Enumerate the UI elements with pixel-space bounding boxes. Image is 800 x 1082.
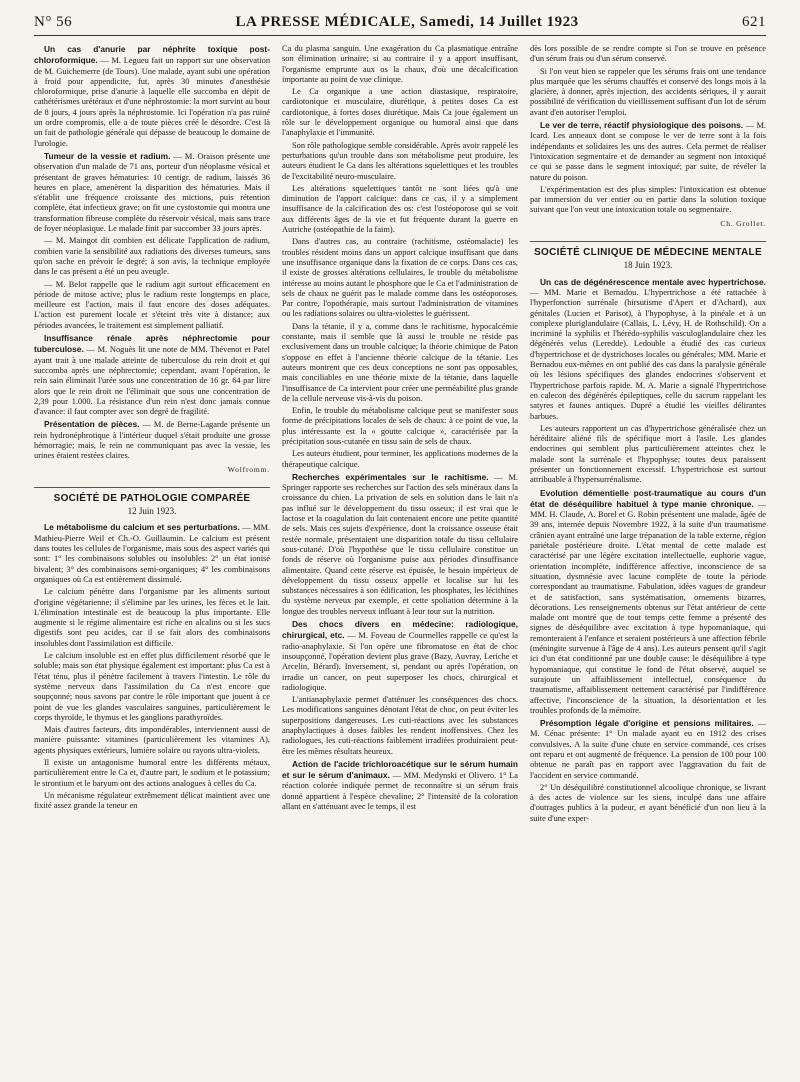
paragraph: Le calcium pénètre dans l'organisme par les aliments surtout d'origine végétarienne; il s'élimine par les urines, les fèces et le lait. L'élimination intestinale est de beaucoup la plus importante. Elle augmente si le régime alimentaire est riche en alcalins ou si les sucs digestifs sont peu acides, car il se fait alors des combinaisons insolubles dont l'assimilation est difficile. — [34, 587, 270, 648]
article-text: — M. Springer rapporte ses recherches sur l'action des sels minéraux dans la croissance du chien. La privation de sels en solution dans le lait n'a pas influé sur le développement du tissu osseux; il est vrai que le lactose et la coagulation du lait contenaient encore une petite quantité de sels. Mais ces sujets d'expérience, dont la croissance osseuse était restée normale, présentaient une disparition totale du tissu cellulaire sous-cutané. D'où l'hypothèse que le tissu cellulaire constitue un fonds de réserve où l'organisme puise aux périodes d'insuffisance alimentaire. Quand cette réserve est épuisée, le besoin impérieux de développement du tissu osseux appelle et localise sur lui les substances nécessaires à son édification, les phosphates, les lécithines du système nerveux par exemple, et cette spoliation détermine à la longue des troubles nerveux influant à leur tour sur la nutrition. — [282, 472, 518, 616]
article-text: — M. Cénac présente: 1° Un malade ayant eu en 1912 des crises convulsives. A la suite d'une chute en service commandé, ces crises ont reparu et ont augmenté de fréquence. La pension de 100 pour 100 obtenue ne paraît pas en rapport avec l'aggravation du fait de l'accident en service commandé. — [530, 719, 767, 780]
paragraph: Mais d'autres facteurs, dits impondérables, interviennent aussi de manière puissante: vitamines (particulièrement les vitamines A), agents physiques extérieurs, lumière solaire ou rayons ultra-violets. — [34, 725, 270, 755]
paragraph: Enfin, le trouble du métabolisme calcique peut se manifester sous forme de précipitations locales de sels de chaux: à ce point de vue, la plus intéressante est la « goutte calcique », caractérisée par la précipitation sous-cutanée en tissu sain de sels de chaux. — [282, 406, 518, 446]
column-3 — [530, 44, 766, 826]
paragraph: Si l'on veut bien se rappeler que les sérums frais ont une tendance plus marquée que les sérums chauffés et conservé des longs mois à la glacière, à donner, après injection, des accidents sériques, il y aurait possibilité de vérification du vieillissement suffisant d'un lot de sérum avant d'en autoriser l'emploi. — [530, 66, 766, 117]
article — [282, 472, 518, 617]
paragraph: Son rôle pathologique semble considérable. Après avoir rappelé les perturbations qu'un trouble dans son métabolisme peut produire, les auteurs étudient le Ca dans les altérations squelettiques et les troubles de l'excitabilité neuro-musculaire. — [282, 140, 518, 181]
article-text: — M. Oraison présente une observation d'un malade de 71 ans, porteur d'un néoplasme vésical et présentant de graves hématuries: 10 centigr. de radium, laissés 36 heures en place, amenèrent la disparition des hématuries. Mais il s'établit une fréquence croissante des mictions, puis rétention complète, état infectieux grave; on fit une cystostomie qui montra une transformation fibreuse complète du réservoir vésical, mais sans trace de foyer néoplasique. Le malade finit par succomber 33 jours après. — [34, 151, 271, 234]
article — [34, 419, 270, 461]
journal-title: LA PRESSE MÉDICALE, Samedi, 14 Juillet 1923 — [235, 14, 579, 30]
article-title: Insuffisance rénale après néphrectomie pour tuberculose. — [34, 333, 270, 355]
article-text: — M. de Berne-Lagarde présente un rein hydronéphrotique à l'intérieur duquel s'était produite une grosse hémorragie; mais, le rein ne communiquant pas avec la vessie, les urines étaient restées claires. — [34, 420, 270, 461]
paragraph: Le calcium insoluble est en effet plus difficilement résorbé que le soluble; mais son état physique également est important: plus Ca est à l'état ténu, plus il pénètre facilement à travers l'intestin. Le rôle du système nerveux dans l'assimilation du Ca n'est encore que soupçonné; nous savons par contre le rôle important que jouent à ce point de vue les glandes vasculaires sanguines, particulièrement le corps thyroïde, le thymus et les ganglions parathyroïdes. — [34, 651, 270, 722]
paragraph: Un mécanisme régulateur extrêmement délicat maintient avec une fixité assez grande la teneur en — [34, 790, 270, 811]
article-text: — M. Noguès lit une note de MM. Thévenot et Patel ayant trait à une malade atteinte de tuberculose du rein droit et qui succomba après une néphrectomie; cependant, avant l'opération, le rein sain éliminait l'urée sous une concentration de 16 gr. 64 par litre alors que le rein droit ne l'éliminait que sous une concentration de 2,39 pour 1.000. La résistance d'un rein n'est donc jamais connue d'avance: il faut compter avec son degré de fragilité. — [34, 345, 270, 417]
paragraph: Le Ca organique a une action diastasique, respiratoire, cardiotonique et musculaire, diurétique, à petites doses Ca est cardiotonique, à fortes doses diurétique. Mais Ca joue également un rôle sur le développement organique ou humoral ainsi que dans l'anaphylaxie et l'immunité. — [282, 87, 518, 138]
article-text: — MM. Marie et Bernadou. L'hypertrichose a été rattachée à l'hyperfonction surrénale (hirsutisme d'Apert et d'Achard), aux génitales (Lucien et Parisot), à l'hypophyse, à la pinéale et à un complexe pluriglandulaire (Callais, L. Lévy, H. de Rothschild). On a incriminé la syphilis et l'hérédo-syphilis vasculoglandulaire chez les dégénérés velus (Leredde). Ledouble a étudié des cas curieux d'hypertrichose et de dystrichoses locales ou générales; MM. Marie et Bernadou eux-mêmes en ont publié des cas dans la paralysie générale où les lésions spécifiques des glandes endocrines s'observent et l'hypertrichose parfois rapide. M. A. Marie a signalé l'hypertrichose en calecon des dégénérés épileptiques, celle du sacrum rappelant les satyres et faunes antiques. Dupré a étudié les vieilles délirantes barbues. — [530, 287, 766, 421]
paragraph: Les auteurs étudient, pour terminer, les applications modernes de la thérapeutique calcique. — [282, 449, 518, 469]
author-signature: Ch. Grollet. — [720, 218, 766, 228]
article-title: Action de l'acide trichloroacétique sur le sérum humain et sur le sérum d'animaux. — [282, 758, 518, 781]
paragraph: Ca du plasma sanguin. Une exagération du Ca plasmatique entraîne son élimination urinaire; si au contraire il y a apport insuffisant, l'organisme emprunte aux os la chaux, d'où une décalcification importante au point de vue clinique. — [282, 44, 518, 84]
article-title: Le métabolisme du calcium et ses perturbations. — [44, 522, 240, 533]
columns — [34, 44, 766, 826]
article-text: — MM. H. Claude, A. Borel et G. Robin présentent une malade, âgée de 39 ans, internée depuis Novembre 1922, à la suite d'un traumatisme crânien ayant entraîné une large trépanation de la table externe, région pariétale postérieure droite. L'état mental de cette malade est caractérisé par une légère excitation intellectuelle, euphorie vague, orientation incomplète, indifférence affective, inconscience de sa situation, dysmnésie avec lacune complète de toute la période correspondant au traumatisme. Fabulation, idées vagues de grandeur et de satisfaction, sans systématisation, ornements bizarres, décorations. Les renseignements obtenus sur l'état antérieur de cette malade ont montré que de tout temps cette femme a présenté des signes de déséquilibre avec excitation à type hypomaniaque, qui remonteraient à l'enfance et seraient postérieurs à une affection fébrile (méningite survenue à l'âge de 4 ans). Les auteurs pensent qu'il s'agit ici d'un état conditionné par une double cause: le déséquilibre à type hypomaniaque, qui constitue le fond de l'état observé, auquel se surajoute un affaiblissement intellectuel, conséquence du traumatisme, affaiblissement nettement caractérisé par l'indifférence affective, l'inconscience de la situation, la désorientation et les troubles profonds de la mémoire. — [530, 499, 766, 715]
masthead — [34, 14, 766, 36]
article-title: Le ver de terre, réactif physiologique des poisons. — [540, 120, 744, 131]
article — [530, 718, 766, 781]
page-number: 621 — [742, 14, 766, 30]
article-text: — M. Foveau de Courmelles rappelle ce qu'est la radio-anaphylaxie. Si l'on opère une fibromatose en état de choc insoupçonné, l'opération devient plus grave (Bazy, Auvray, Leriche et Arcelin, Bérard). Inversement, si, pendant ou après l'opération, on irradie un cancer, on peut superposer les chocs, chirurgical et radiologique. — [282, 631, 518, 692]
issue-number: N° 56 — [34, 14, 73, 30]
paragraph: — M. Maingot dit combien est délicate l'application de radium, combien varie la sensibilité aux radiations des diverses tumeurs, sans qu'on sache en prévoir le degré; à son avis, la technique employée dans le cas présent a été un peu aveugle. — [34, 236, 270, 277]
article — [530, 488, 766, 717]
article — [34, 522, 270, 585]
paragraph: Dans la tétanie, il y a, comme dans le rachitisme, hypocalcémie constante, mais il semble que là aussi le trouble ne réside pas exclusivement dans un trouble calcique; la théorie chimique de Paton s'oppose en effet à l'ancienne théorie calcique de la tétanie. Les auteurs montrent que ces deux conceptions ne sont pas opposables, mais conciliables en une théorie mixte de la tétanie, dans laquelle l'insuffisance de Ca intervient pour créer une perméabilité plus grande de la cellule nerveuse vis-à-vis du poison. — [282, 321, 518, 403]
article — [530, 120, 766, 183]
article-title: Un cas d'anurie par néphrite toxique post-chloroformique. — [34, 44, 270, 66]
article-text: — MM. Mathieu-Pierre Weil et Ch.-O. Guillaumin. Le calcium est présent dans toutes les cellules de l'organisme, mais sous des aspect variés qui sont: 1° les combinaisons solubles ou insolubles: 2° un état ionisé bivalent; 3° des combinaisons semi-organiques; 4° les combinaisons organiques où Ca est entièrement dissimulé. — [34, 523, 271, 584]
author-signature: Wolfromm. — [227, 464, 270, 474]
article-title: Evolution démentielle post-traumatique au cours d'un état de déséquilibre habituel à type manie chronique. — [530, 487, 766, 509]
article — [34, 333, 270, 417]
column-2 — [282, 44, 518, 826]
article-text: — MM. Medynski et Olivero. 1° La réaction colorée indiquée permet de reconnaître si un sérum frais donné appartient à l'espèce chevaline; 2° l'intensité de la coloration allant en s'atténuant avec le temps, il est — [282, 771, 519, 812]
session-date: 12 Juin 1923. — [127, 506, 177, 517]
paragraph: L'expérimentation est des plus simples: l'intoxication est obtenue par immersion du ver entier ou en partie dans la solution toxique suivant que l'on veut une intoxication totale ou segmentaire. — [530, 184, 766, 215]
article-title: Tumeur de la vessie et radium. — [44, 150, 171, 161]
column-1 — [34, 44, 270, 826]
article-text: — M. Icard. Les anneaux dont se compose le ver de terre sont à la fois indépendants et solidaires les uns des autres. Cela permet de réaliser l'intoxication segmentaire et de demander au segment non intoxiqué ce qui se passe dans le segment intoxiqué; par suite, de révéler la nature du poison. — [530, 121, 767, 182]
article-title: Recherches expérimentales sur le rachitisme. — [292, 471, 489, 482]
session-date: 18 Juin 1923. — [623, 260, 673, 271]
article — [34, 151, 270, 234]
article — [34, 44, 270, 149]
paragraph: — M. Belot rappelle que le radium agit surtout efficacement en période de mitose active; plus le radium reste longtemps en place, meilleure est l'action, mais il faut encore des doses adéquates. L'action est purement locale et s'éteint très vite à distance; aux périodes avancées, le traitement est simplement palliatif. — [34, 279, 270, 330]
article-title: Un cas de dégénérescence mentale avec hypertrichose. — [540, 276, 766, 287]
society-heading: SOCIÉTÉ CLINIQUE DE MÉDECINE MENTALE — [530, 241, 766, 258]
paragraph: Dans d'autres cas, au contraire (rachitisme, ostéomalacie) les troubles résident moins dans un apport calcique insuffisant que dans une insuffisance organique dans la fixation de ce corps. Dans ces cas, il existe de grosses altérations cellulaires, le trouble du métabolisme intéresse au moins autant le phosphore que le Ca et l'administration de sels de chaux ne guérit pas le malade comme dans les ostéoporoses. Par contre, l'opothérapie, mais surtout l'administration de vitamines ou les radiations solaires ou ultra-violettes le guérissent. — [282, 237, 518, 319]
paragraph: Les auteurs rapportent un cas d'hypertrichose généralisée chez un héréditaire aliéné fils de spécifique mort à l'asile. Les glandes endocrines qui semblent plus particulièrement atteintes chez le malade sont la surrénale et l'hypophyse; toutes deux paraissent présenter un fonctionnement excessif. L'hypertrichose est surtout attribuable à l'hypersurrénalisme. — [530, 423, 766, 485]
article — [282, 619, 518, 693]
article — [282, 759, 518, 812]
paragraph: L'antianaphylaxie permet d'atténuer les conséquences des chocs. Les modifications sanguines dénotant l'état de choc, on peut éviter les superpositions dangereuses. Les cuti-réactions avec les substances anaphylactiques à doses faibles les rendent inoffensives. Chez les radiologues, les cuti-réactions faiblement irradiées produiraient peut-être les mêmes résultats heureux. — [282, 695, 518, 756]
society-heading: SOCIÉTÉ DE PATHOLOGIE COMPARÉE — [34, 487, 270, 504]
paragraph: dès lors possible de se rendre compte si l'on se trouve en présence d'un sérum frais ou d'un sérum conservé. — [530, 44, 766, 64]
article-title: Des chocs divers en médecine: radiologique, chirurgical, etc. — [282, 619, 518, 641]
article — [530, 277, 766, 422]
paragraph: Il existe un antagonisme humoral entre les différents métaux, particulièrement entre le Ca et, d'autre part, le sodium et le potassium; le strontium et le baryum ont des actions analogues à celles du Ca. — [34, 758, 270, 788]
article-title: Présomption légale d'origine et pensions militaires. — [540, 718, 754, 729]
article-title: Présentation de pièces. — [44, 419, 140, 430]
article-text: — M. Legueu fait un rapport sur une observation de M. Guichemerre (de Tours). Une malade, ayant subi une opération à froid pour appendicite, fut, après 30 minutes d'anesthésie chloroformique, prise d'anurie à laquelle elle succomba en dépit de cathétérismes urétéraux et d'une néphrostomie: la mort survint au bout de 8 jours, 4 jours après la néphrostomie. Ici l'opération n'a pas ruiné un ordre compromis, elle a de toute pièces créé le désordre. C'est là un fait de pathologie générale qui dépasse de beaucoup le domaine de l'urologie. — [34, 56, 271, 148]
paragraph: 2° Un déséquilibré constitutionnel alcoolique chronique, se livrant à des actes de violence sur les siens, inculpé dans une affaire d'outrages publics à la pudeur, et ayant bénéficié d'un non lieu à la suite d'une exper- — [530, 782, 766, 823]
paragraph: Les altérations squelettiques tantôt ne sont liées qu'à une diminution de l'apport calcique: dans ce cas, il y a simplement insuffisance de la calcification des os: c'est l'ostéoporose qui se voit aux différents âges de la vie et fut fréquente durant la guerre en Autriche (ostéopathie de la faim). — [282, 183, 518, 235]
